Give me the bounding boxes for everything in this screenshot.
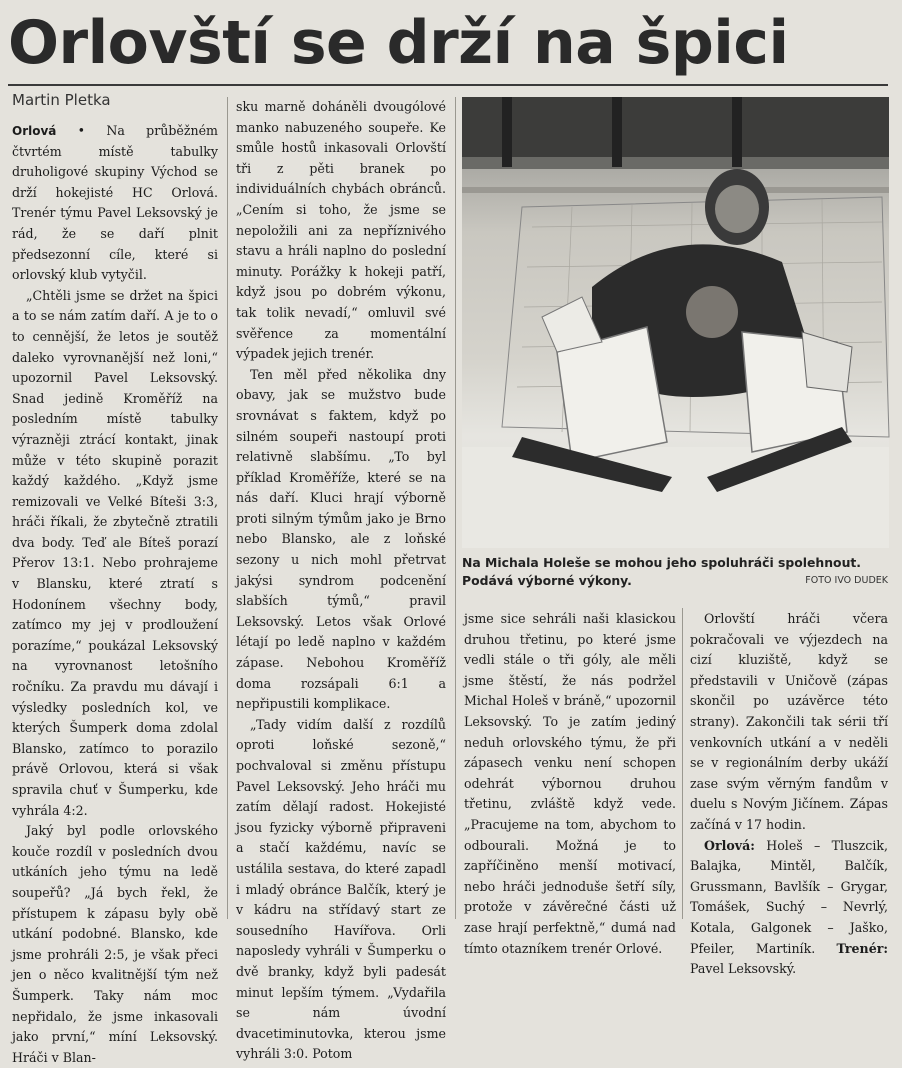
paragraph: Jaký byl podle orlovského kouče rozdíl v posledních dvou utkáních jeho týmu na ledě soupeřů? „Já bych řekl, že přístupem k zápasu byly obě utkání podobné. Blansko, kde jsme prohráli 2:5, je však přeci jen o něco kvalitnější tým než Šumperk. Taky nám moc nepřidalo, že jsme inkasovali jako první,“ míní Leksovský. Hráči v Blan-	[12, 823, 218, 1065]
article-column-2	[236, 97, 446, 1062]
column-divider	[682, 608, 683, 919]
paragraph: Ten měl před několika dny obavy, jak se mužstvo bude srovnávat s faktem, když po silném soupeři nastoupí proti relativně slabšímu. „To byl příklad Kroměříže, které se na nás daří. Kluci hrají výborně proti silným týmům jako je Brno nebo Blansko, ale z loňské sezony u nich mohl přetrvat jakýsi syndrom podcenění slabších týmů,“ pravil Leksovský. Letos však Orlové létají po ledě naplno v každém zápase. Nebohou Kroměříž doma rozsápali 6:1 a nepřipustili komplikace.	[236, 366, 446, 712]
column-divider	[455, 97, 456, 919]
paragraph: „Tady vidím další z rozdílů oproti loňské sezoně,“ pochvaloval si změnu přístupu Pavel Leksovský. Jeho hráči mu zatím dělají radost. Hokejisté jsou fyzicky výborně připraveni a stačí každému, navíc se ustálila sestava, do které zapadl i mladý obránce Balčík, který je v kádru na střídavý start ze sousedního Havířova. Orli naposledy vyhráli v Šumperku o dvě branky, když byli padesát minut lepším týmem. „Vydařila se nám úvodní dvacetiminutovka, kterou jsme vyhráli 3:0. Potom	[236, 716, 446, 1062]
article-column-4	[690, 609, 888, 977]
coach-label: Trenér:	[836, 940, 888, 956]
paragraph: Orlová • Na průběžném čtvrtém místě tabulky druholigové skupiny Východ se drží hokejisté HC Orlová. Trenér týmu Pavel Leksovský je rád, že se daří plnit předsezonní cíle, které si orlovský klub vytyčil.	[12, 123, 218, 283]
photo-credit: FOTO IVO DUDEK	[805, 575, 888, 586]
photo-caption: Na Michala Holeše se mohou jeho spoluhráči spolehnout. Podává výborné výkony.	[462, 555, 862, 588]
paragraph: „Chtěli jsme se držet na špici a to se nám zatím daří. A je to o to cennější, že letos je soutěž daleko vyrovnanější než loni,“ upozornil Pavel Leksovský. Snad jedině Kroměříž na posledním místě tabulky výrazněji ztrácí kontakt, jinak může v této skupině porazit každý každého. „Když jsme remizovali ve Velké Bíteši 3:3, hráči říkali, že zbytečně ztratili dva body. Teď ale Bíteš porazí Přerov 13:1. Nebo prohrajeme v Blansku, které ztratí s Hodonínem všechny body, zatímco my jej v prodloužení porazíme,“ poukázal Leksovský na vyrovnanost letošního ročníku. Za pravdu mu dávají i výsledky posledních kol, ve kterých Šumperk doma zdolal Blansko, zatímco to porazilo právě Orlovou, která si však spravila chuť v Šumperku, kde vyhrála 4:2.	[12, 287, 218, 818]
goalie-photo	[462, 97, 889, 548]
lineup: Orlová: Holeš – Tluszcik, Balajka, Mintěl, Balčík, Grussmann, Bavlšík – Grygar, Tomášek, Suchý – Nevrlý, Kotala, Galgonek – Jaško, Pfeiler, Martiník. Trenér: Pavel Leksovský.	[690, 837, 888, 977]
paragraph: jsme sice sehráli naši klasickou druhou třetinu, po které jsme vedli stále o tři góly, ale měli jsme štěstí, že nás podržel Michal Holeš v bráně,“ upozornil Leksovský. To je zatím jediný neduh orlovského týmu, že při zápasech venku není schopen odehrát výbornou druhou třetinu, zvláště když vede. „Pracujeme na tom, abychom to odbourali. Možná je to zapříčiněno menší motivací, nebo hráči jednoduše šetří síly, protože v závěrečné části už zase hrají perfektně,“ dumá nad tímto otazníkem trenér Orlové.	[464, 611, 676, 956]
headline-rule	[8, 84, 888, 86]
column-divider	[227, 97, 228, 919]
goalie-image	[462, 97, 889, 548]
headline: Orlovští se drží na špici	[8, 8, 789, 78]
paragraph: Orlovští hráči včera pokračovali ve výjezdech na cizí kluziště, když se představili v Uničově (zápas skončil po uzávěrce této strany). Zakončili tak sérii tří venkovních utkání a v neděli se v regionálním derby ukáží zase svým věrným fandům v duelu s Novým Jičínem. Zápas začíná v 17 hodin.	[690, 611, 888, 832]
article-column-3	[464, 609, 676, 956]
lineup-label: Orlová:	[704, 837, 755, 853]
place-name: Orlová	[12, 124, 57, 138]
paragraph: sku marně doháněli dvougólové manko nabuzeného soupeře. Ke smůle hostů inkasovali Orlovští tři z pěti branek po individuálních chybách obránců. „Cením si toho, že jsme se nepoložili ani za nepříznivého stavu a hráli naplno do poslední minuty. Porážky k hokeji patří, když jsou po dobrém výkonu, tak tolik nevadí,“ omluvil své svěřence za momentální výpadek jejich trenér.	[236, 99, 446, 362]
article-column-1	[12, 121, 218, 1065]
byline: Martin Pletka	[12, 91, 111, 109]
